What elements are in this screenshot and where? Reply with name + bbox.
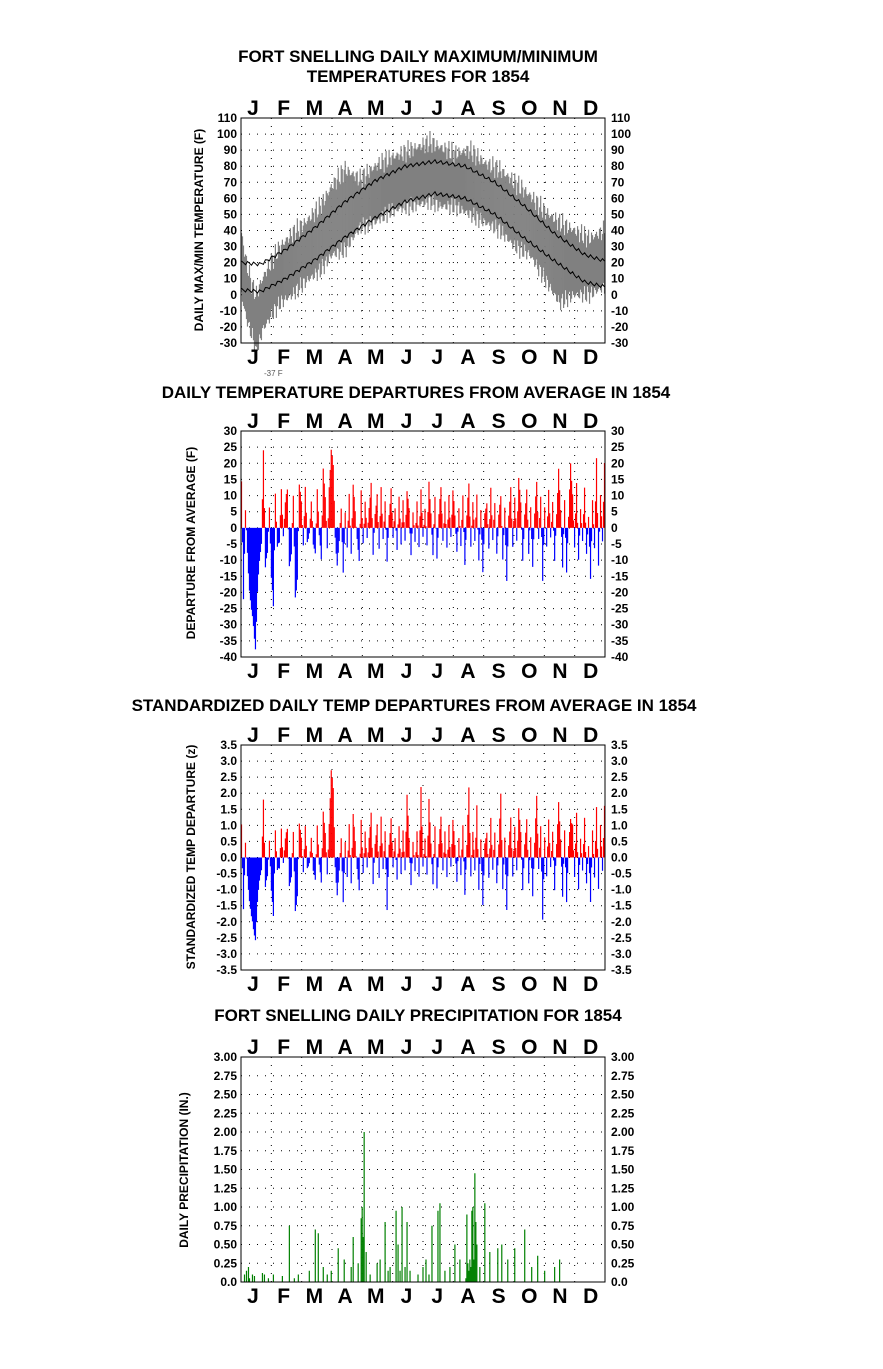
month-label: D bbox=[583, 1285, 599, 1308]
month-label: M bbox=[305, 410, 324, 433]
y-tick-left: -2.0 bbox=[216, 914, 237, 929]
month-label: A bbox=[460, 410, 476, 433]
month-label: O bbox=[521, 1285, 538, 1308]
month-label: D bbox=[583, 97, 599, 120]
y-tick-right: 0.75 bbox=[611, 1218, 635, 1233]
y-tick-right: 0 bbox=[611, 520, 618, 535]
month-label: N bbox=[552, 1285, 568, 1308]
month-label: A bbox=[337, 973, 353, 996]
y-tick-left: 3.00 bbox=[213, 1050, 237, 1064]
y-tick-left: 0 bbox=[230, 287, 237, 302]
month-label: M bbox=[305, 660, 324, 683]
y-tick-right: 50 bbox=[611, 207, 625, 222]
month-label: D bbox=[583, 346, 599, 369]
month-label: J bbox=[247, 660, 259, 683]
month-label: M bbox=[367, 97, 385, 120]
y-tick-left: 1.75 bbox=[213, 1143, 237, 1158]
month-label: J bbox=[400, 97, 413, 120]
y-tick-right: 90 bbox=[611, 143, 625, 158]
y-tick-right: 15 bbox=[611, 472, 625, 487]
month-label: A bbox=[337, 660, 353, 683]
month-labels-bottom bbox=[247, 346, 598, 369]
month-label: N bbox=[552, 97, 568, 120]
month-label: F bbox=[277, 410, 291, 433]
y-tick-right: 3.00 bbox=[611, 1050, 635, 1064]
month-labels-top bbox=[247, 410, 598, 433]
month-label: A bbox=[337, 1036, 353, 1059]
y-tick-right: 110 bbox=[611, 111, 631, 125]
y-tick-left: -3.5 bbox=[216, 963, 237, 977]
y-tick-right: 2.25 bbox=[611, 1106, 635, 1121]
month-label: M bbox=[367, 1036, 385, 1059]
month-label: M bbox=[305, 97, 324, 120]
y-tick-right: 2.00 bbox=[611, 1125, 635, 1139]
month-label: M bbox=[367, 410, 385, 433]
y-tick-right: 100 bbox=[611, 127, 632, 142]
y-tick-left: -0.5 bbox=[216, 866, 237, 881]
y-tick-left: 5 bbox=[230, 504, 237, 519]
month-labels-bottom bbox=[247, 1285, 598, 1308]
y-tick-right: 10 bbox=[611, 271, 625, 286]
month-label: S bbox=[491, 973, 506, 996]
y-tick-left: 10 bbox=[223, 271, 237, 286]
y-tick-right: -30 bbox=[611, 336, 629, 350]
y-tick-right: -40 bbox=[611, 650, 629, 664]
month-label: A bbox=[460, 660, 476, 683]
month-label: F bbox=[277, 97, 291, 120]
y-tick-left: 30 bbox=[223, 239, 237, 254]
y-tick-right: 0.0 bbox=[611, 850, 628, 865]
y-tick-left: 0 bbox=[230, 520, 237, 535]
month-label: F bbox=[277, 724, 291, 747]
month-labels-top bbox=[247, 97, 598, 120]
month-label: J bbox=[431, 660, 444, 683]
y-tick-right: 2.5 bbox=[611, 770, 628, 785]
month-label: A bbox=[460, 97, 476, 120]
y-tick-right: 80 bbox=[611, 159, 625, 174]
month-label: J bbox=[431, 410, 444, 433]
month-label: O bbox=[521, 973, 538, 996]
y-tick-right: 1.50 bbox=[611, 1162, 635, 1177]
y-tick-right: 2.75 bbox=[611, 1068, 635, 1083]
y-tick-left: 30 bbox=[223, 424, 237, 438]
y-tick-left: -10 bbox=[219, 553, 237, 568]
month-label: D bbox=[583, 1036, 599, 1059]
panel-temperature bbox=[192, 47, 631, 378]
min-annotation: -37 F bbox=[264, 369, 283, 378]
y-tick-right: 0.50 bbox=[611, 1237, 635, 1252]
y-tick-left: -35 bbox=[219, 633, 237, 648]
y-tick-left: 3.5 bbox=[220, 738, 237, 752]
y-tick-right: -15 bbox=[611, 569, 629, 584]
month-label: M bbox=[367, 660, 385, 683]
month-label: A bbox=[337, 346, 353, 369]
y-tick-left: 0.25 bbox=[213, 1256, 237, 1271]
y-tick-left: 100 bbox=[216, 127, 237, 142]
month-label: A bbox=[460, 346, 476, 369]
y-tick-left: 50 bbox=[223, 207, 237, 222]
y-tick-left: 3.0 bbox=[220, 754, 237, 769]
y-tick-right: -10 bbox=[611, 303, 629, 318]
y-tick-left: 2.0 bbox=[220, 786, 237, 801]
y-tick-right: 1.00 bbox=[611, 1200, 635, 1214]
y-tick-left: -25 bbox=[219, 601, 237, 616]
y-tick-right: 1.0 bbox=[611, 818, 628, 833]
month-label: A bbox=[337, 410, 353, 433]
month-label: J bbox=[431, 1285, 444, 1308]
y-tick-left: 2.25 bbox=[213, 1106, 237, 1121]
month-label: J bbox=[400, 346, 413, 369]
month-label: N bbox=[552, 410, 568, 433]
month-label: J bbox=[431, 346, 444, 369]
y-axis-label: DAILY PRECIPITATION (IN.) bbox=[177, 1092, 191, 1248]
y-tick-right: -3.5 bbox=[611, 963, 632, 977]
month-label: N bbox=[552, 973, 568, 996]
y-tick-right: 20 bbox=[611, 255, 625, 270]
y-tick-left: -30 bbox=[219, 617, 237, 632]
y-tick-right: -1.0 bbox=[611, 882, 632, 897]
y-tick-left: 1.0 bbox=[220, 818, 237, 833]
month-label: J bbox=[247, 1285, 259, 1308]
y-tick-left: 2.00 bbox=[213, 1125, 237, 1139]
y-tick-left: -20 bbox=[219, 585, 237, 600]
y-axis-label: DEPARTURE FROM AVERAGE (F) bbox=[184, 446, 198, 640]
y-tick-left: 1.00 bbox=[213, 1200, 237, 1214]
month-label: J bbox=[431, 724, 444, 747]
month-label: S bbox=[491, 724, 506, 747]
y-tick-right: 1.75 bbox=[611, 1143, 635, 1158]
panel-standardized bbox=[132, 696, 697, 996]
y-tick-right: 60 bbox=[611, 191, 625, 206]
month-label: O bbox=[521, 1036, 538, 1059]
y-tick-left: 0.0 bbox=[220, 1275, 237, 1289]
y-tick-left: 80 bbox=[223, 159, 237, 174]
y-tick-left: 40 bbox=[223, 223, 237, 238]
y-tick-left: 2.75 bbox=[213, 1068, 237, 1083]
month-label: M bbox=[367, 1285, 385, 1308]
month-label: J bbox=[400, 724, 413, 747]
y-tick-right: 25 bbox=[611, 440, 625, 455]
month-label: M bbox=[305, 724, 324, 747]
y-tick-left: 2.50 bbox=[213, 1087, 237, 1102]
month-label: J bbox=[400, 1036, 413, 1059]
y-tick-right: 10 bbox=[611, 488, 625, 503]
month-label: N bbox=[552, 724, 568, 747]
y-tick-left: -5 bbox=[226, 537, 237, 551]
y-tick-labels bbox=[214, 1050, 635, 1289]
month-label: A bbox=[460, 1036, 476, 1059]
y-tick-right: 2.50 bbox=[611, 1087, 635, 1102]
y-tick-left: -30 bbox=[219, 336, 237, 350]
y-tick-left: 90 bbox=[223, 143, 237, 158]
y-tick-left: 20 bbox=[223, 456, 237, 471]
y-tick-left: 10 bbox=[223, 488, 237, 503]
month-label: S bbox=[491, 660, 506, 683]
y-tick-right: -10 bbox=[611, 553, 629, 568]
y-tick-right: -5 bbox=[611, 537, 622, 551]
month-label: J bbox=[400, 973, 413, 996]
panel-departure bbox=[162, 383, 671, 683]
y-tick-right: -0.5 bbox=[611, 866, 632, 881]
y-tick-right: 30 bbox=[611, 424, 625, 438]
month-label: M bbox=[305, 973, 324, 996]
y-tick-left: 0.75 bbox=[213, 1218, 237, 1233]
panel-precipitation bbox=[177, 1006, 635, 1308]
month-label: D bbox=[583, 660, 599, 683]
y-tick-right: 20 bbox=[611, 456, 625, 471]
month-label: J bbox=[400, 1285, 413, 1308]
y-tick-right: -35 bbox=[611, 633, 629, 648]
y-tick-right: 0.5 bbox=[611, 834, 628, 849]
y-tick-left: 1.25 bbox=[213, 1181, 237, 1196]
month-label: J bbox=[247, 97, 259, 120]
month-label: M bbox=[367, 346, 385, 369]
month-label: A bbox=[337, 1285, 353, 1308]
y-tick-right: -30 bbox=[611, 617, 629, 632]
y-tick-right: 30 bbox=[611, 239, 625, 254]
y-tick-right: 40 bbox=[611, 223, 625, 238]
month-labels-top bbox=[247, 724, 598, 747]
month-label: O bbox=[521, 660, 538, 683]
y-tick-left: -40 bbox=[219, 650, 237, 664]
month-label: F bbox=[277, 1285, 291, 1308]
month-label: D bbox=[583, 410, 599, 433]
y-tick-right: 1.25 bbox=[611, 1181, 635, 1196]
y-tick-left: 0.0 bbox=[220, 850, 237, 865]
y-tick-left: 20 bbox=[223, 255, 237, 270]
month-label: D bbox=[583, 973, 599, 996]
y-tick-left: -10 bbox=[219, 303, 237, 318]
y-axis-label: STANDARDIZED TEMP DEPARTURE (z) bbox=[184, 744, 198, 970]
month-label: A bbox=[337, 97, 353, 120]
y-tick-left: 2.5 bbox=[220, 770, 237, 785]
chart-title-line-1: FORT SNELLING DAILY MAXIMUM/MINIMUM bbox=[238, 47, 598, 66]
month-label: S bbox=[491, 346, 506, 369]
month-label: M bbox=[367, 724, 385, 747]
month-label: S bbox=[491, 97, 506, 120]
y-tick-right: -25 bbox=[611, 601, 629, 616]
month-label: M bbox=[367, 973, 385, 996]
month-label: S bbox=[491, 1036, 506, 1059]
y-tick-left: 110 bbox=[217, 111, 237, 125]
y-tick-left: -20 bbox=[219, 319, 237, 334]
month-label: M bbox=[305, 346, 324, 369]
month-label: J bbox=[247, 724, 259, 747]
y-tick-left: 1.5 bbox=[220, 802, 237, 817]
month-label: J bbox=[247, 973, 259, 996]
y-tick-left: 0.5 bbox=[220, 834, 237, 849]
precipitation-bars bbox=[244, 1132, 559, 1282]
y-tick-right: 5 bbox=[611, 504, 618, 519]
month-label: J bbox=[431, 1036, 444, 1059]
chart-title: STANDARDIZED DAILY TEMP DEPARTURES FROM AVERAGE IN 1854 bbox=[131, 696, 697, 715]
y-tick-right: -20 bbox=[611, 319, 629, 334]
grid bbox=[241, 1057, 605, 1282]
month-label: O bbox=[521, 346, 538, 369]
month-label: N bbox=[552, 346, 568, 369]
chart-title: FORT SNELLING DAILY PRECIPITATION FOR 1854 bbox=[214, 1006, 622, 1025]
month-label: O bbox=[521, 724, 538, 747]
y-tick-right: -2.5 bbox=[611, 930, 632, 945]
y-tick-left: -1.5 bbox=[216, 898, 237, 913]
y-tick-right: 0.0 bbox=[611, 1275, 628, 1289]
month-label: F bbox=[277, 660, 291, 683]
y-tick-left: 25 bbox=[223, 440, 237, 455]
month-label: J bbox=[247, 410, 259, 433]
y-tick-right: -1.5 bbox=[611, 898, 632, 913]
month-label: F bbox=[277, 1036, 291, 1059]
y-tick-right: 3.5 bbox=[611, 738, 628, 752]
y-tick-right: 0 bbox=[611, 287, 618, 302]
y-tick-left: 60 bbox=[223, 191, 237, 206]
month-label: N bbox=[552, 660, 568, 683]
month-label: O bbox=[521, 97, 538, 120]
y-tick-left: 1.50 bbox=[213, 1162, 237, 1177]
month-label: J bbox=[400, 660, 413, 683]
y-tick-right: 3.0 bbox=[611, 754, 628, 769]
month-label: A bbox=[460, 1285, 476, 1308]
y-tick-right: 2.0 bbox=[611, 786, 628, 801]
standardized-bars bbox=[241, 770, 604, 940]
y-tick-left: -15 bbox=[219, 569, 237, 584]
month-label: A bbox=[460, 724, 476, 747]
y-tick-right: 1.5 bbox=[611, 802, 628, 817]
month-label: J bbox=[247, 346, 259, 369]
y-tick-left: 15 bbox=[223, 472, 237, 487]
month-label: O bbox=[521, 410, 538, 433]
y-tick-left: -2.5 bbox=[216, 930, 237, 945]
y-tick-left: -1.0 bbox=[216, 882, 237, 897]
month-label: M bbox=[305, 1285, 324, 1308]
month-labels-top bbox=[247, 1036, 598, 1059]
month-label: S bbox=[491, 1285, 506, 1308]
y-tick-right: -3.0 bbox=[611, 946, 632, 961]
y-tick-right: 0.25 bbox=[611, 1256, 635, 1271]
month-label: J bbox=[431, 973, 444, 996]
month-label: J bbox=[247, 1036, 259, 1059]
y-tick-right: -20 bbox=[611, 585, 629, 600]
month-label: J bbox=[400, 410, 413, 433]
chart-title-line-2: TEMPERATURES FOR 1854 bbox=[306, 67, 530, 86]
month-label: J bbox=[431, 97, 444, 120]
month-labels-bottom bbox=[247, 973, 598, 996]
month-label: A bbox=[460, 973, 476, 996]
month-label: S bbox=[491, 410, 506, 433]
y-tick-left: -3.0 bbox=[216, 946, 237, 961]
y-tick-left: 70 bbox=[223, 175, 237, 190]
month-labels-bottom bbox=[247, 660, 598, 683]
month-label: M bbox=[305, 1036, 324, 1059]
y-tick-left: 0.50 bbox=[213, 1237, 237, 1252]
month-label: N bbox=[552, 1036, 568, 1059]
y-tick-right: -2.0 bbox=[611, 914, 632, 929]
month-label: F bbox=[277, 346, 291, 369]
y-tick-right: 70 bbox=[611, 175, 625, 190]
y-axis-label: DAILY MAX/MIN TEMPERATURE (F) bbox=[192, 128, 206, 332]
chart-title: DAILY TEMPERATURE DEPARTURES FROM AVERAGE IN 1854 bbox=[161, 383, 671, 402]
month-label: A bbox=[337, 724, 353, 747]
month-label: F bbox=[277, 973, 291, 996]
month-label: D bbox=[583, 724, 599, 747]
